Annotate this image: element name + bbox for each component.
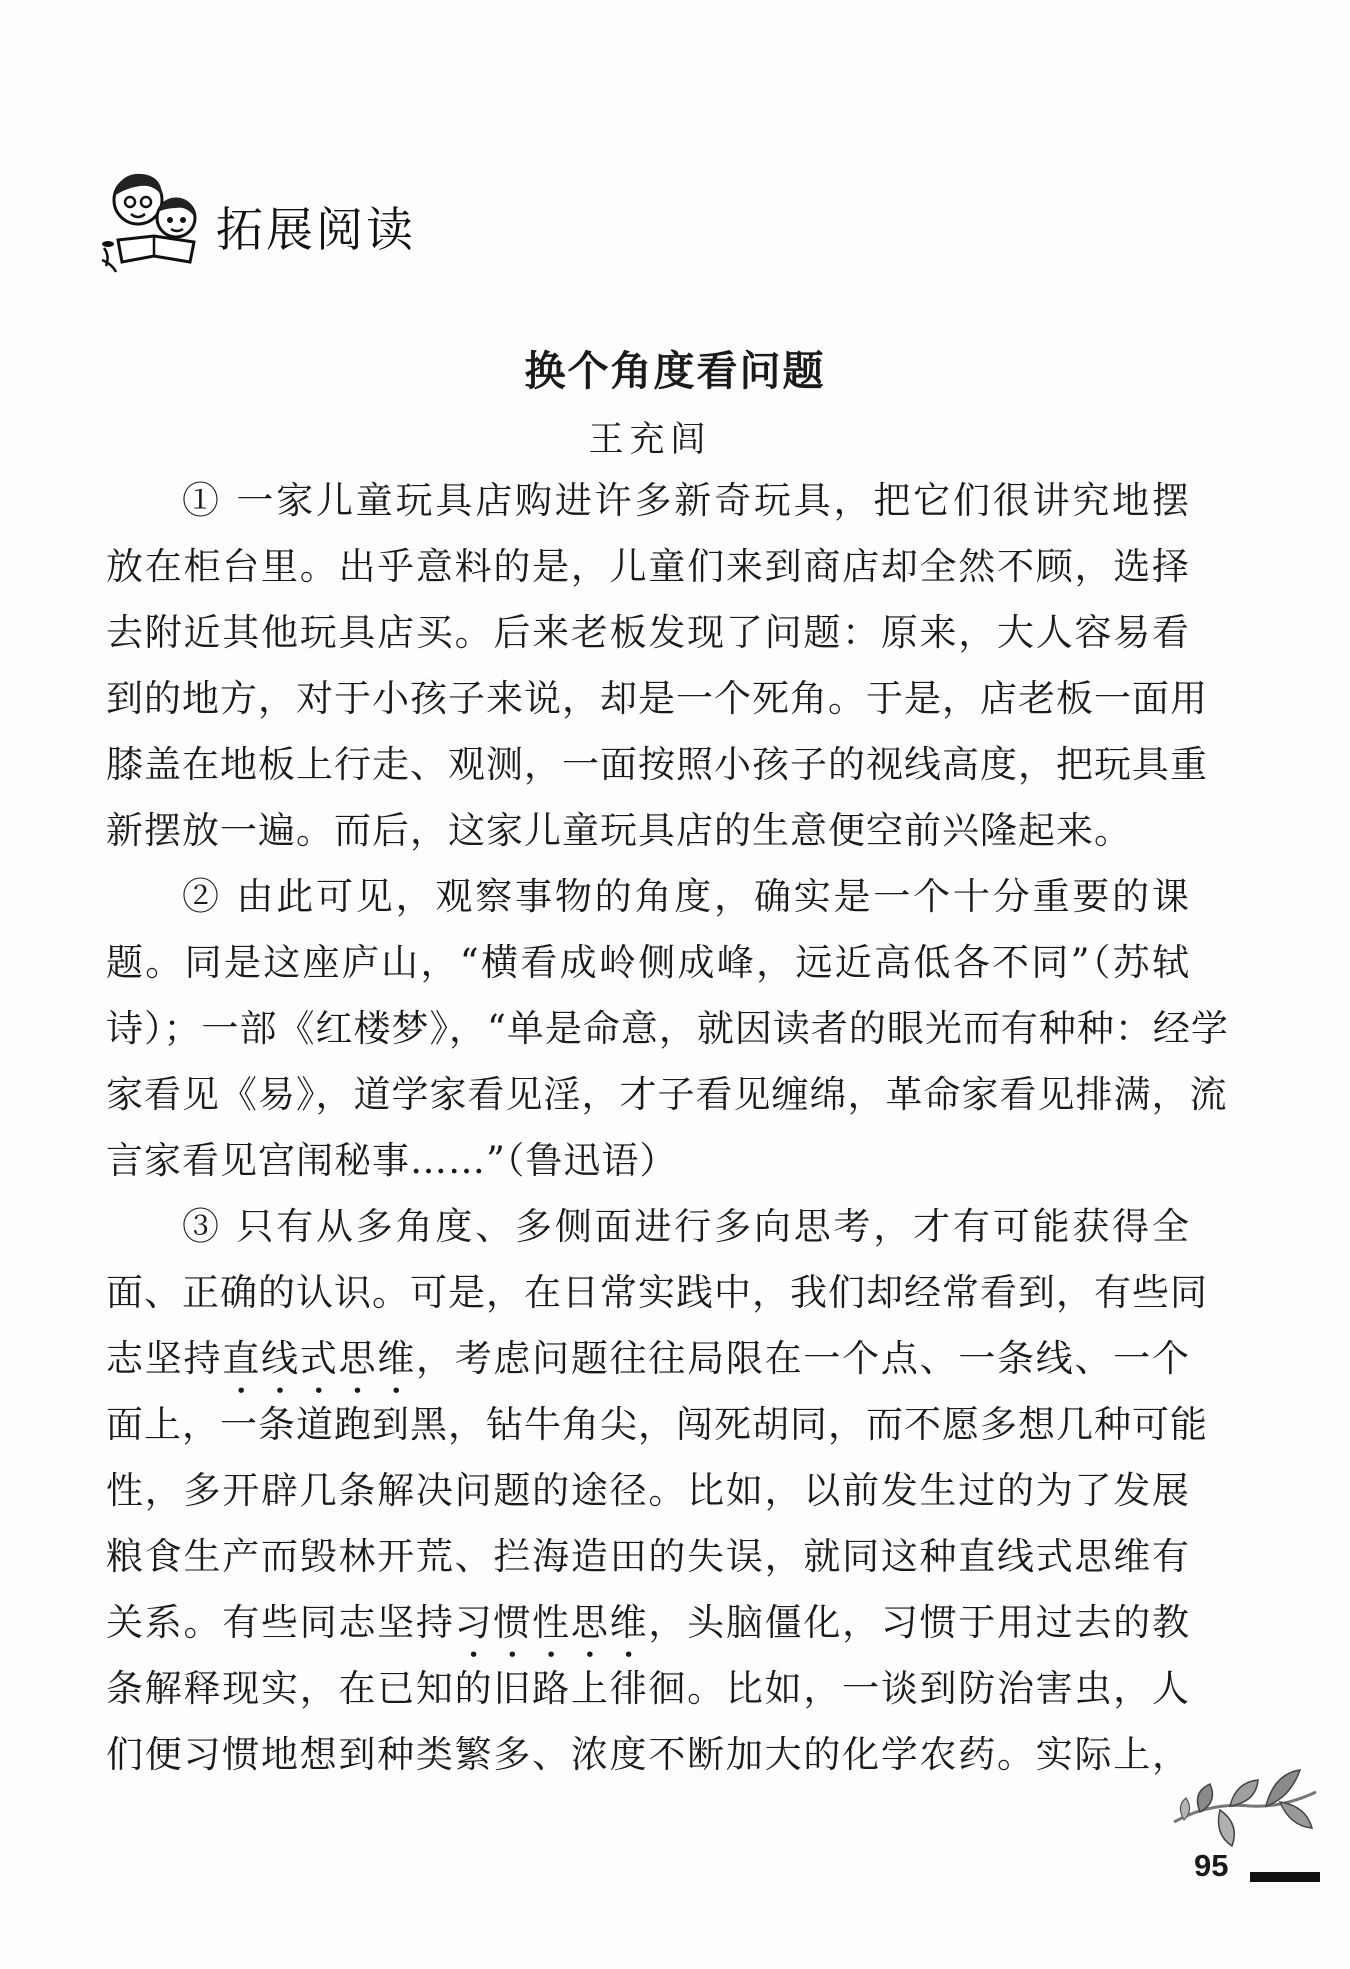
paragraph-line: ③ 只有从多角度、多侧面进行多向思考，才有可能获得全 bbox=[182, 1205, 1190, 1248]
leaf-branch-icon bbox=[1170, 1762, 1320, 1854]
reading-children-icon bbox=[98, 166, 210, 274]
paragraph-line: 诗）；一部《红楼梦》，“单是命意，就因读者的眼光而有种种：经学 bbox=[106, 1007, 1229, 1050]
paragraph-line: 家看见《易》，道学家看见淫，才子看见缠绵，革命家看见排满，流 bbox=[106, 1073, 1228, 1116]
paragraph-line: ① 一家儿童玩具店购进许多新奇玩具，把它们很讲究地摆 bbox=[182, 479, 1190, 522]
paragraph-line: 放在柜台里。出乎意料的是，儿童们来到商店却全然不顾，选择 bbox=[106, 545, 1190, 588]
paragraph-line: 性，多开辟几条解决问题的途径。比如，以前发生过的为了发展 bbox=[106, 1469, 1190, 1512]
paragraph-line: 条解释现实，在已知的旧路上徘徊。比如，一谈到防治害虫，人 bbox=[106, 1667, 1190, 1710]
page-number: 95 bbox=[1194, 1848, 1229, 1883]
paragraph-line: 到的地方，对于小孩子来说，却是一个死角。于是，店老板一面用 bbox=[106, 677, 1208, 720]
line-text: ，考虑问题往往局限在一个点、一条线、一个 bbox=[415, 1337, 1191, 1380]
paragraph-line bbox=[106, 1590, 1190, 1656]
line-text: ，头脑僵化，习惯于用过去的教 bbox=[648, 1601, 1191, 1644]
line-text: 关系。有些同志坚持 bbox=[106, 1601, 455, 1644]
paragraph-line: 言家看见宫闱秘事……”（鲁迅语） bbox=[106, 1139, 678, 1182]
emphasis-term: 习惯性思维 bbox=[454, 1601, 649, 1644]
paragraph-line: 面、正确的认识。可是，在日常实践中，我们却经常看到，有些同 bbox=[106, 1271, 1208, 1314]
paragraph-line: 题。同是这座庐山，“横看成岭侧成峰，远近高低各不同”（苏轼 bbox=[106, 941, 1190, 984]
paragraph-line: 们便习惯地想到种类繁多、浓度不断加大的化学农药。实际上， bbox=[106, 1733, 1190, 1776]
paragraph-line: 粮食生产而毁林开荒、拦海造田的失误，就同这种直线式思维有 bbox=[106, 1535, 1190, 1578]
section-header bbox=[98, 166, 416, 274]
page-number-bar bbox=[1250, 1872, 1320, 1882]
paragraph-line: 去附近其他玩具店买。后来老板发现了问题：原来，大人容易看 bbox=[106, 611, 1190, 654]
section-title: 拓展阅读 bbox=[216, 202, 416, 258]
paragraph-line: 新摆放一遍。而后，这家儿童玩具店的生意便空前兴隆起来。 bbox=[106, 809, 1132, 852]
paragraph-line bbox=[106, 1326, 1190, 1392]
paragraph-line: 膝盖在地板上行走、观测，一面按照小孩子的视线高度，把玩具重 bbox=[106, 743, 1208, 786]
article-author: 王充闾 bbox=[588, 420, 712, 460]
emphasis-term: 直线式思维 bbox=[222, 1337, 416, 1380]
paragraph-line: ② 由此可见，观察事物的角度，确实是一个十分重要的课 bbox=[182, 875, 1190, 918]
paragraph-line: 面上，一条道跑到黑，钻牛角尖，闯死胡同，而不愿多想几种可能 bbox=[106, 1403, 1208, 1446]
article-body bbox=[106, 468, 1229, 1788]
article-title: 换个角度看问题 bbox=[524, 347, 826, 395]
line-text: 志坚持 bbox=[106, 1337, 223, 1380]
